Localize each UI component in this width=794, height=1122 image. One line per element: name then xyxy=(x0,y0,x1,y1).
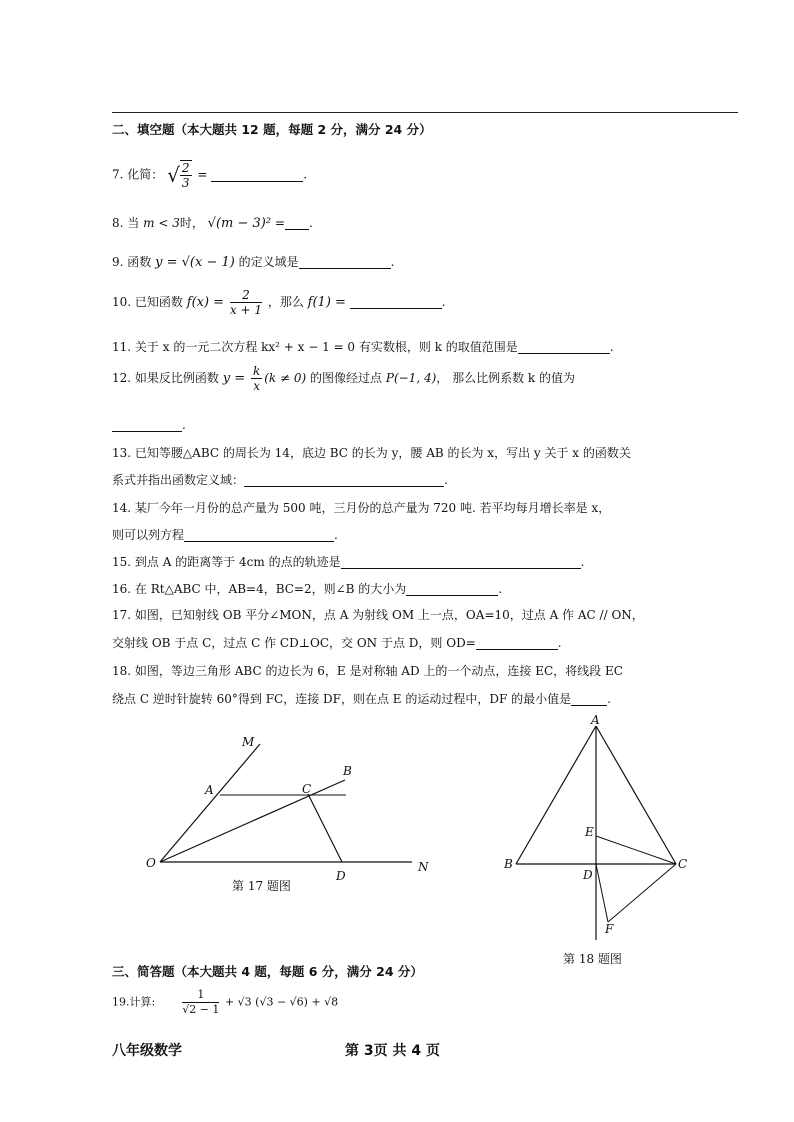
q10-blank[interactable] xyxy=(350,294,442,309)
segment-ec xyxy=(596,836,676,864)
q9-expression: y = √(x − 1) xyxy=(155,255,235,270)
q18-line1: 如图，等边三角形 ABC 的边长为 6，E 是对称轴 AD 上的一个动点，连接 EC，将线段 EC xyxy=(134,664,623,678)
q11-blank[interactable] xyxy=(518,339,610,354)
q14-number: 14. xyxy=(112,501,132,515)
question-16 xyxy=(112,580,502,598)
side-ac xyxy=(596,726,676,864)
label-e18: E xyxy=(585,825,594,839)
question-10 xyxy=(112,288,446,317)
q15-number: 15. xyxy=(112,555,132,569)
question-12-answer-line xyxy=(112,416,186,434)
q16-tail: . xyxy=(498,582,503,596)
figure-17-caption: 第 17 题图 xyxy=(232,879,291,893)
q9-blank[interactable] xyxy=(299,254,391,269)
q7-text: 化简： xyxy=(127,167,164,182)
q13-number: 13. xyxy=(112,446,132,460)
q9-number: 9. xyxy=(112,255,124,269)
q10-number: 10. xyxy=(112,295,132,309)
q18-blank[interactable] xyxy=(571,691,607,706)
segment-fc xyxy=(608,864,676,922)
q9-text1: 函数 xyxy=(127,255,152,269)
label-d: D xyxy=(336,869,346,883)
q19-number: 19. xyxy=(112,995,130,1009)
q8-number: 8. xyxy=(112,216,124,230)
question-14 xyxy=(112,499,610,517)
q15-tail: . xyxy=(580,555,585,569)
q10-f1: f(1) = xyxy=(307,295,346,310)
q12-point: P(−1, 4) xyxy=(385,371,437,385)
footer-grade: 八年级数学 xyxy=(112,1043,182,1059)
footer-page-number: 第 3页 共 4 页 xyxy=(345,1043,440,1059)
q12-fraction: $\frac{k}{x}$ xyxy=(252,364,261,393)
q10-tail: . xyxy=(441,295,446,309)
label-b18: B xyxy=(504,857,513,871)
q10-fx: f(x) = xyxy=(186,295,225,310)
q8-condition: m < 3 xyxy=(143,216,180,230)
q17-tail: . xyxy=(557,636,562,650)
q12-text1: 如果反比例函数 xyxy=(134,371,219,385)
question-7 xyxy=(112,160,307,190)
question-19 xyxy=(112,988,338,1017)
q11-text: 关于 x 的一元二次方程 kx² + x − 1 = 0 有实数根，则 k 的取值范围是 xyxy=(134,340,518,354)
q17-number: 17. xyxy=(112,608,132,622)
q18-line2: 绕点 C 逆时针旋转 60°得到 FC，连接 DF，则在点 E 的运动过程中，DF 的最小值是 xyxy=(112,692,572,706)
q8-equals: = xyxy=(274,216,285,230)
q7-tail: . xyxy=(303,167,308,182)
q8-blank[interactable] xyxy=(285,215,309,230)
question-17-line2 xyxy=(112,634,562,652)
question-13 xyxy=(112,444,631,462)
label-a: A xyxy=(205,783,214,797)
q19-text: 计算: xyxy=(129,995,156,1009)
sqrt-sign: √ xyxy=(167,163,180,187)
q18-number: 18. xyxy=(112,664,132,678)
figure-18 xyxy=(498,712,698,952)
q16-blank[interactable] xyxy=(406,581,498,596)
q7-blank[interactable] xyxy=(211,167,303,182)
q9-tail: . xyxy=(390,255,395,269)
section3-title: 三、简答题（本大题共 4 题，每题 6 分，满分 24 分） xyxy=(112,964,423,979)
question-8 xyxy=(112,214,313,233)
label-c: C xyxy=(302,782,312,796)
q10-text2: ，那么 xyxy=(267,295,304,309)
q11-tail: . xyxy=(609,340,614,354)
question-15 xyxy=(112,553,584,571)
q14-blank[interactable] xyxy=(184,527,334,542)
q15-blank[interactable] xyxy=(341,554,581,569)
q17-line2: 交射线 OB 于点 C，过点 C 作 CD⊥OC，交 ON 于点 D，则 OD= xyxy=(112,636,476,650)
q14-line1: 某厂今年一月份的总产量为 500 吨，三月份的总产量为 720 吨. 若平均每月增长率是 x， xyxy=(134,501,611,515)
side-ab xyxy=(516,726,596,864)
question-18-line2 xyxy=(112,690,611,708)
segment-cd xyxy=(308,794,342,862)
q16-number: 16. xyxy=(112,582,132,596)
question-18 xyxy=(112,662,623,680)
ray-om xyxy=(160,744,260,862)
q14-tail: . xyxy=(334,528,338,542)
q12-text2: 的图像经过点 xyxy=(310,371,383,385)
label-d18: D xyxy=(583,868,593,882)
label-f18: F xyxy=(605,922,614,936)
q13-line2: 系式并指出函数定义域： xyxy=(112,473,245,487)
q12-number: 12. xyxy=(112,371,132,385)
question-12 xyxy=(112,364,575,393)
q8-text2: 时， xyxy=(179,216,204,230)
q8-tail: . xyxy=(308,216,313,230)
ray-ob xyxy=(160,780,345,862)
q14-line2: 则可以列方程 xyxy=(112,528,185,542)
q17-blank[interactable] xyxy=(476,635,558,650)
q8-text1: 当 xyxy=(127,216,140,230)
q16-text: 在 Rt△ABC 中，AB=4，BC=2，则∠B 的大小为 xyxy=(134,582,407,596)
q7-number: 7. xyxy=(112,167,124,182)
q10-text1: 已知函数 xyxy=(134,295,183,309)
q17-line1: 如图，已知射线 OB 平分∠MON，点 A 为射线 OM 上一点，OA=10，过点 A 作 AC // ON， xyxy=(134,608,644,622)
q7-equals: = xyxy=(197,167,208,182)
q12-tail: . xyxy=(182,418,186,432)
q13-line1: 已知等腰△ABC 的周长为 14，底边 BC 的长为 y，腰 AB 的长为 x，写出 y 关于 x 的函数关 xyxy=(134,446,631,460)
label-n: N xyxy=(418,860,429,874)
label-c18: C xyxy=(678,857,688,871)
q13-tail: . xyxy=(444,473,448,487)
q13-blank[interactable] xyxy=(244,472,444,487)
q9-text2: 的定义域是 xyxy=(238,255,299,269)
label-m: M xyxy=(242,735,255,749)
question-14-line2 xyxy=(112,526,338,544)
question-17 xyxy=(112,606,644,624)
label-a18: A xyxy=(591,713,600,727)
q18-tail: . xyxy=(607,692,611,706)
q12-text3: ， 那么比例系数 k 的值为 xyxy=(436,371,575,385)
segment-df xyxy=(596,864,608,922)
figure-17 xyxy=(140,728,440,898)
top-rule xyxy=(112,112,738,113)
label-o: O xyxy=(146,856,156,870)
figure-18-caption: 第 18 题图 xyxy=(563,952,622,966)
q10-fraction: $\frac{2}{x + 1}$ xyxy=(229,288,262,317)
section2-title: 二、填空题（本大题共 12 题，每题 2 分，满分 24 分） xyxy=(112,122,432,137)
label-b: B xyxy=(343,764,352,778)
question-11 xyxy=(112,338,614,356)
q15-text: 到点 A 的距离等于 4cm 的点的轨迹是 xyxy=(134,555,341,569)
q8-expression: √(m − 3)² xyxy=(207,216,272,231)
q12-blank[interactable] xyxy=(112,417,182,432)
q12-y: y = xyxy=(222,371,246,386)
q19-expression: + √3 (√3 − √6) + √8 xyxy=(224,995,339,1009)
q11-number: 11. xyxy=(112,340,132,354)
question-9 xyxy=(112,253,395,272)
question-13-line2 xyxy=(112,471,448,489)
q12-condition: (k ≠ 0) xyxy=(264,371,307,385)
q19-fraction: $\frac{1}{√2 - 1}$ xyxy=(182,988,220,1016)
q7-fraction: $\frac{2}{3}$ xyxy=(181,161,190,190)
